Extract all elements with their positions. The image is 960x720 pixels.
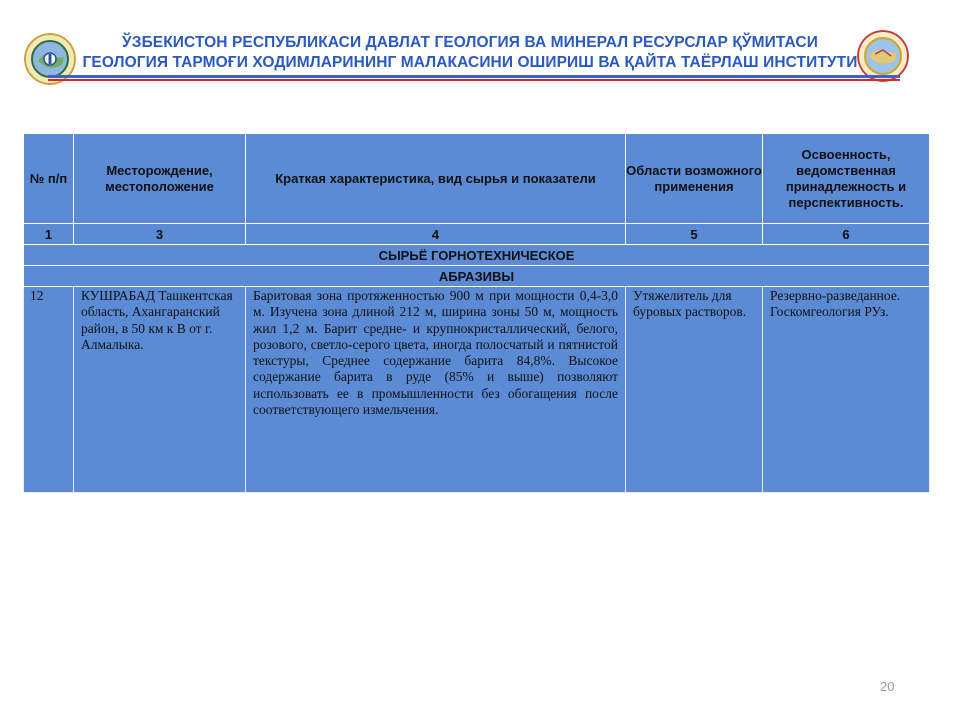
column-number: 1 bbox=[24, 224, 74, 245]
row-status: Резервно-разведанное. Госкомгеология РУз. bbox=[763, 287, 930, 493]
column-number: 5 bbox=[626, 224, 763, 245]
subsection-row bbox=[24, 266, 930, 287]
column-header-application: Области возможного применения bbox=[626, 134, 763, 224]
table-header-row bbox=[24, 134, 930, 224]
table-row bbox=[24, 287, 930, 493]
column-header-number: № п/п bbox=[24, 134, 74, 224]
column-header-description: Краткая характеристика, вид сырья и показатели bbox=[246, 134, 626, 224]
slide-header bbox=[0, 0, 960, 90]
header-rule-red bbox=[48, 79, 900, 81]
header-line-1: ЎЗБЕКИСТОН РЕСПУБЛИКАСИ ДАВЛАТ ГЕОЛОГИЯ ВА МИНЕРАЛ РЕСУРСЛАР ҚЎМИТАСИ bbox=[122, 34, 818, 51]
column-header-deposit: Месторождение, местоположение bbox=[74, 134, 246, 224]
subsection-label: АБРАЗИВЫ bbox=[24, 266, 930, 287]
column-number: 6 bbox=[763, 224, 930, 245]
column-number: 3 bbox=[74, 224, 246, 245]
section-label: СЫРЬЁ ГОРНОТЕХНИЧЕСКОЕ bbox=[24, 245, 930, 266]
header-rule-blue bbox=[48, 75, 900, 78]
deposits-table bbox=[23, 133, 930, 493]
row-number: 12 bbox=[24, 287, 74, 493]
column-numbers-row bbox=[24, 224, 930, 245]
column-header-status: Освоенность, ведомственная принадлежность и перспективность. bbox=[763, 134, 930, 224]
row-application: Утяжелитель для буровых растворов. bbox=[626, 287, 763, 493]
header-line-2: ГЕОЛОГИЯ ТАРМОҒИ ХОДИМЛАРИНИНГ МАЛАКАСИНИ ОШИРИШ ВА ҚАЙТА ТАЁРЛАШ ИНСТИТУТИ bbox=[82, 54, 858, 71]
row-description: Баритовая зона протяженностью 900 м при мощности 0,4-3,0 м. Изучена зона длиной 212 м, ширина зоны 50 м, мощность жил 1,2 м. Барит средне- и крупнокристаллический, белого, розового, светло-серого цвета, иногда полосчатый и пятнистой текстуры, Среднее содержание барита 84,8%. Высокое содержание барита в руде (85% и выше) позволяют использовать ее в промышленности без обогащения после соответствующего измельчения. bbox=[246, 287, 626, 493]
column-number: 4 bbox=[246, 224, 626, 245]
row-deposit: КУШРАБАД Ташкентская область, Ахангаранский район, в 50 км к В от г. Алмалыка. bbox=[74, 287, 246, 493]
page-number: 20 bbox=[880, 679, 895, 694]
section-row bbox=[24, 245, 930, 266]
